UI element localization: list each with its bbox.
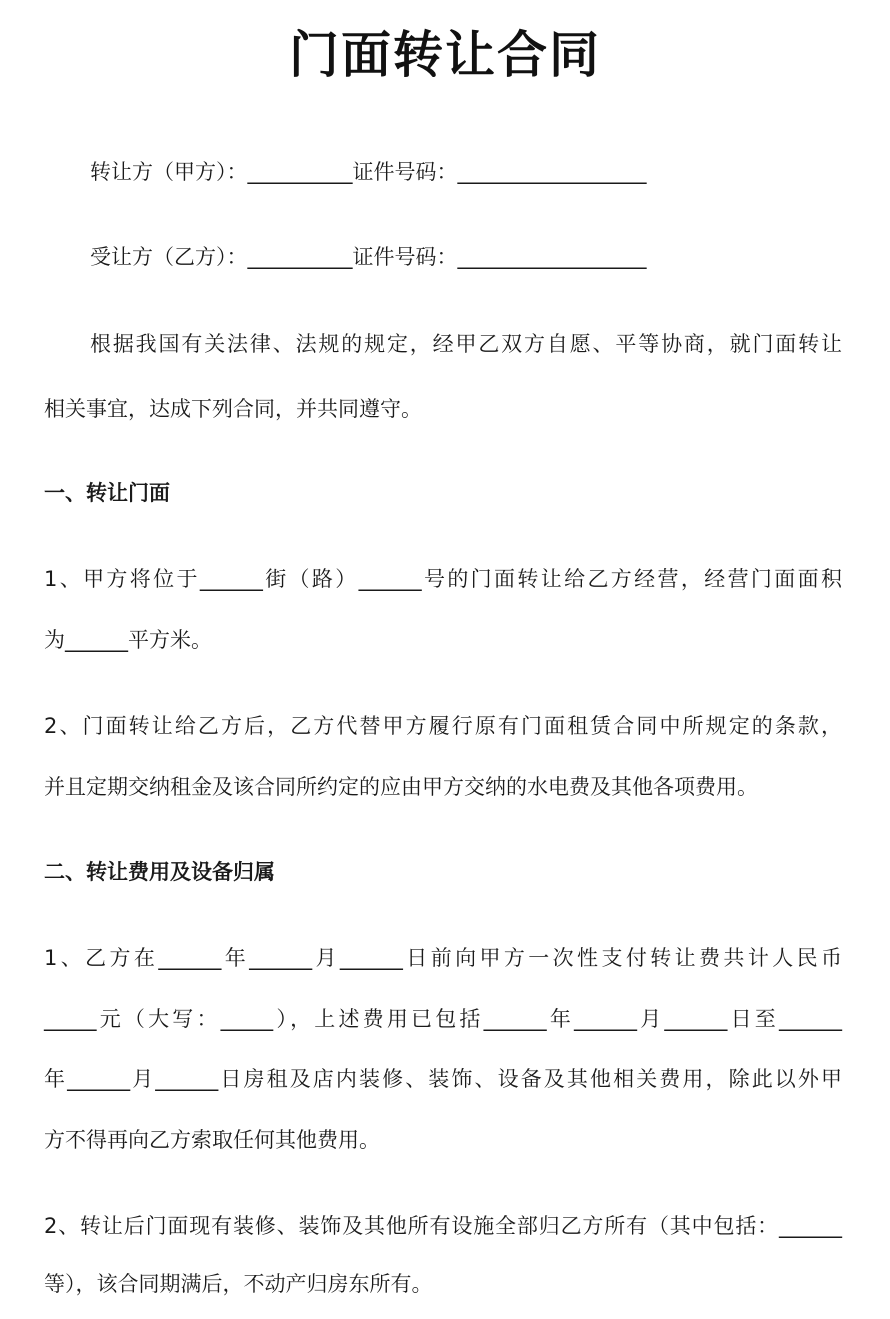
party-a-line: 转让方（甲方）：__________证件号码：__________________ xyxy=(90,160,647,184)
section-1-heading: 一、转让门面 xyxy=(44,481,170,505)
section-2-clause-1-line-3: 年______月______日房租及店内装修、装饰、设备及其他相关费用，除此以外甲 xyxy=(44,1067,842,1091)
section-2-clause-2-line-2: 等），该合同期满后，不动产归房东所有。 xyxy=(44,1272,433,1296)
section-1-clause-1-line-1: 1、甲方将位于______街（路）______号的门面转让给乙方经营，经营门面面积 xyxy=(44,567,842,591)
section-1-clause-1-line-2: 为______平方米。 xyxy=(44,628,212,652)
party-b-line: 受让方（乙方）：__________证件号码：__________________ xyxy=(90,245,647,269)
section-2-clause-1-line-2: _____元（大写：_____），上述费用已包括______年______月______日至______ xyxy=(44,1007,842,1031)
preamble-line-1: 根据我国有关法律、法规的规定，经甲乙双方自愿、平等协商，就门面转让 xyxy=(90,332,842,356)
document-title: 门面转让合同 xyxy=(289,26,601,84)
section-1-clause-2-line-1: 2、门面转让给乙方后，乙方代替甲方履行原有门面租赁合同中所规定的条款， xyxy=(44,714,842,738)
section-1-clause-2-line-2: 并且定期交纳租金及该合同所约定的应由甲方交纳的水电费及其他各项费用。 xyxy=(44,775,758,799)
section-2-clause-1-line-1: 1、乙方在______年______月______日前向甲方一次性支付转让费共计人民币 xyxy=(44,946,842,970)
section-2-clause-2-line-1: 2、转让后门面现有装修、装饰及其他所有设施全部归乙方所有（其中包括：______ xyxy=(44,1214,842,1238)
preamble-line-2: 相关事宜，达成下列合同，并共同遵守。 xyxy=(44,397,422,421)
section-2-heading: 二、转让费用及设备归属 xyxy=(44,860,275,884)
section-2-clause-1-line-4: 方不得再向乙方索取任何其他费用。 xyxy=(44,1128,380,1152)
